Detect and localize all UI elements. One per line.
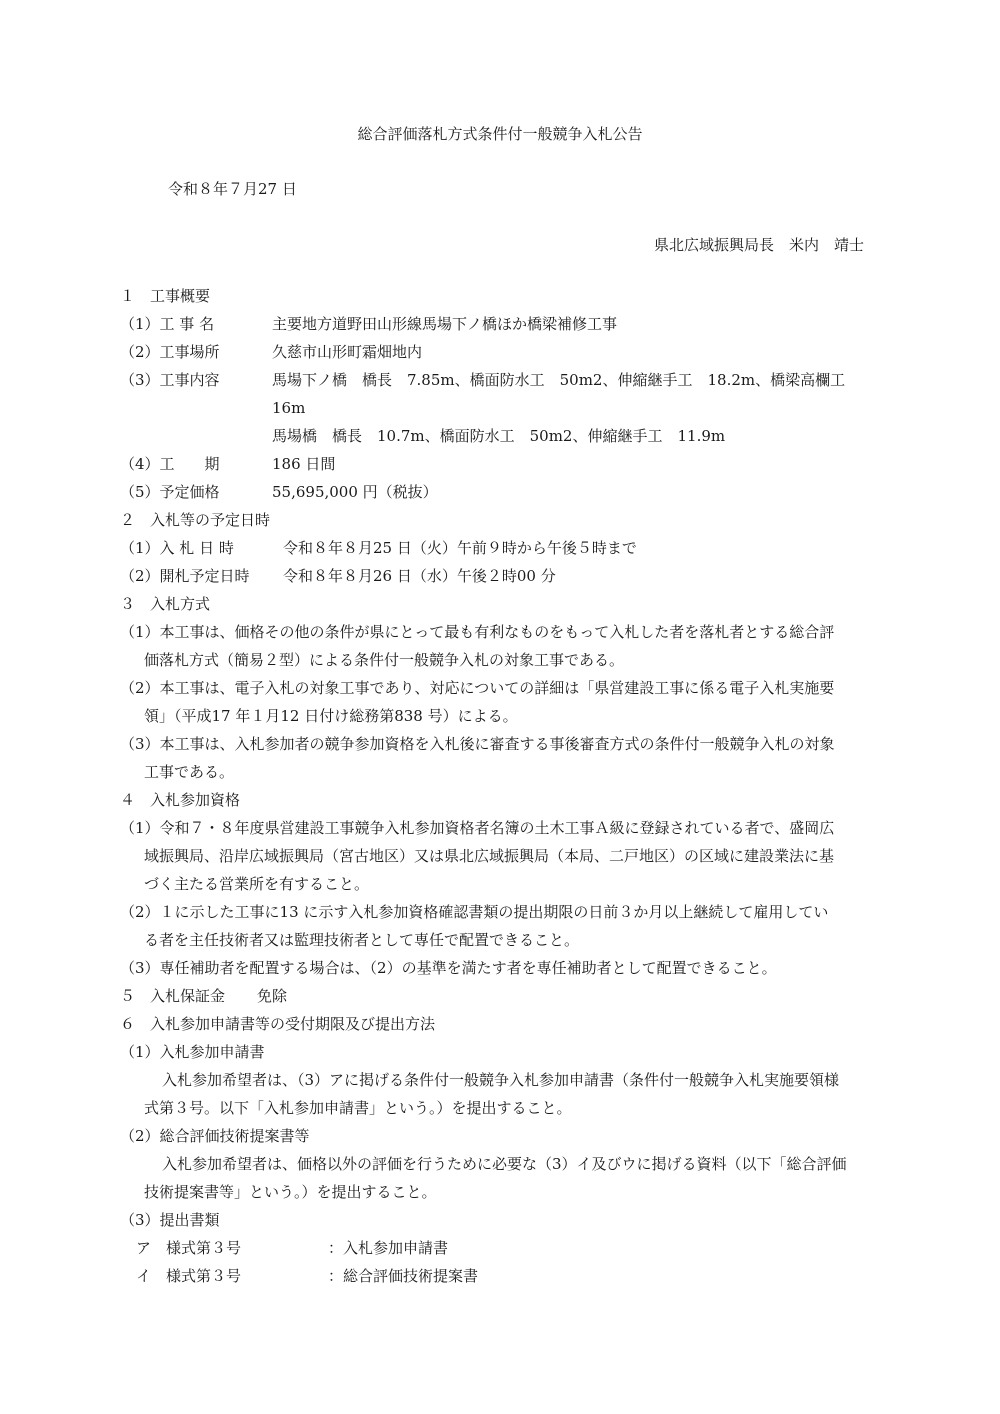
section-1-heading: １ 工事概要 [120,287,211,305]
opening-date-label: （2）開札予定日時 [120,567,250,585]
section-5-heading: ５ 入札保証金 [120,987,226,1005]
proposal-body-line-1: 入札参加希望者は、価格以外の評価を行うために必要な（3）イ及びウに掲げる資料（以下「総合評価 [162,1155,847,1173]
issuer-name: 県北広域振興局長 米内 靖士 [653,236,864,254]
documents-subheading: （3）提出書類 [120,1211,220,1229]
document-item-desc: ：総合評価技術提案書 [328,1267,479,1285]
bid-method-para-2-line-1: （2）本工事は、電子入札の対象工事であり、対応についての詳細は「県営建設工事に係る電子入札実施要 [120,679,835,697]
work-content-label: （3）工事内容 [120,371,220,389]
section-4-heading: ４ 入札参加資格 [120,791,241,809]
work-location-row [120,338,884,366]
work-name-value: 主要地方道野田山形線馬場下ノ橋ほか橋梁補修工事 [272,315,618,333]
work-content-value: 馬場下ノ橋 橋長 7.85m、橋面防水工 50m2、伸縮継手工 18.2m、橋梁高欄工 [272,371,846,389]
work-content-continued-1: 16m [272,399,306,417]
work-location-label: （2）工事場所 [120,343,220,361]
work-content-row [120,366,884,394]
document-item-mark: ア [136,1239,152,1257]
work-name-row [120,310,884,338]
notice-date: 令和８年７月27 日 [168,180,297,198]
document-item [120,1234,884,1262]
qualification-para-1-line-2: 域振興局、沿岸広域振興局（宮古地区）又は県北広域振興局（本局、二戸地区）の区域に建設業法に基 [144,847,835,865]
section-3-heading: ３ 入札方式 [120,595,211,613]
planned-price-label: （5）予定価格 [120,483,220,501]
bid-date-row [120,534,884,562]
qualification-para-1-line-3: づく主たる営業所を有すること。 [144,875,370,893]
work-period-value: 186 日間 [272,455,336,473]
document-title: 総合評価落札方式条件付一般競争入札公告 [357,125,643,143]
work-name-label: （1）工 事 名 [120,315,215,333]
planned-price-value: 55,695,000 円（税抜） [272,483,438,501]
document-item [120,1262,884,1290]
section-6-heading: ６ 入札参加申請書等の受付期限及び提出方法 [120,1015,436,1033]
document-body [120,282,884,1290]
application-body-line-1: 入札参加希望者は、（3）アに掲げる条件付一般競争入札参加申請書（条件付一般競争入札実施要領様 [162,1071,840,1089]
bid-date-label: （1）入 札 日 時 [120,539,234,557]
qualification-para-2-line-2: る者を主任技術者又は監理技術者として専任で配置できること。 [144,931,580,949]
work-location-value: 久慈市山形町霜畑地内 [272,343,423,361]
planned-price-row [120,478,884,506]
document-item-desc: ：入札参加申請書 [328,1239,449,1257]
work-content-continued-2: 馬場橋 橋長 10.7m、橋面防水工 50m2、伸縮継手工 11.9m [272,427,726,445]
proposal-body-line-2: 技術提案書等」という。）を提出すること。 [144,1183,437,1201]
bid-date-value: 令和８年８月25 日（火）午前９時から午後５時まで [283,539,637,557]
qualification-para-2-line-1: （2）１に示した工事に13 に示す入札参加資格確認書類の提出期限の日前３か月以上継続して雇用してい [120,903,829,921]
application-body-line-2: 式第３号。以下「入札参加申請書」という。）を提出すること。 [144,1099,572,1117]
bid-bond-value: 免除 [257,987,288,1005]
bid-method-para-2-line-2: 領」（平成17 年１月12 日付け総務第838 号）による。 [144,707,518,725]
work-period-row [120,450,884,478]
proposal-subheading: （2）総合評価技術提案書等 [120,1127,310,1145]
qualification-para-1-line-1: （1）令和７・８年度県営建設工事競争入札参加資格者名簿の土木工事Ａ級に登録されている者で、盛岡広 [120,819,835,837]
document-item-form: 様式第３号 [166,1239,242,1257]
document-item-form: 様式第３号 [166,1267,242,1285]
document-item-mark: イ [136,1267,152,1285]
bid-method-para-3-line-2: 工事である。 [144,763,235,781]
opening-date-value: 令和８年８月26 日（水）午後２時00 分 [283,567,556,585]
section-2-heading: ２ 入札等の予定日時 [120,511,271,529]
opening-date-row [120,562,884,590]
application-subheading: （1）入札参加申請書 [120,1043,265,1061]
bid-method-para-3-line-1: （3）本工事は、入札参加者の競争参加資格を入札後に審査する事後審査方式の条件付一般競争入札の対象 [120,735,835,753]
bid-method-para-1-line-2: 価落札方式（簡易２型）による条件付一般競争入札の対象工事である。 [144,651,625,669]
work-period-label: （4）工 期 [120,455,220,473]
section-5-row [120,982,884,1010]
qualification-para-3: （3）専任補助者を配置する場合は、（2）の基準を満たす者を専任補助者として配置できること。 [120,959,777,977]
bid-method-para-1-line-1: （1）本工事は、価格その他の条件が県にとって最も有利なものをもって入札した者を落札者とする総合評 [120,623,835,641]
